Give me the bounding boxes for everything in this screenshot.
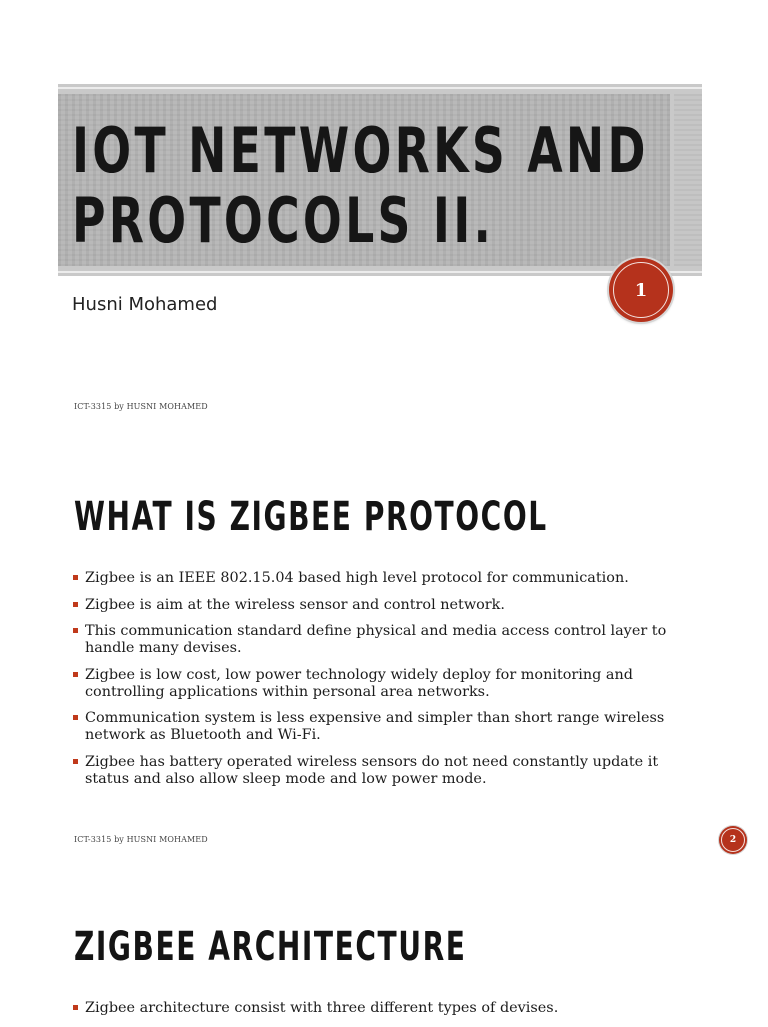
bullet-item — [72, 597, 682, 614]
slide-3-title: ZIGBEE ARCHITECTURE — [74, 924, 467, 970]
banner-top-rule — [58, 87, 702, 89]
slide-3-bullets — [72, 1000, 682, 1027]
bullet-item — [72, 1000, 682, 1017]
slide-number-1: 1 — [634, 279, 648, 301]
bullet-item — [72, 754, 682, 788]
bullet-text: This communication standard define physical and media access control layer to handle many devises. — [85, 623, 667, 656]
title-line-2: PROTOCOLS II. — [72, 184, 495, 257]
bullet-marker — [73, 672, 78, 677]
slide-2-footer: ICT-3315 by HUSNI MOHAMED — [74, 835, 208, 844]
author-name: Husni Mohamed — [72, 294, 218, 315]
slide-number-badge-1 — [609, 258, 673, 322]
bullet-text: Zigbee is an IEEE 802.15.04 based high level protocol for communication. — [85, 570, 629, 586]
bullet-marker — [73, 1005, 78, 1010]
bullet-marker — [73, 602, 78, 607]
title-line-1: IOT NETWORKS AND — [72, 114, 649, 187]
slide-number-2: 2 — [729, 835, 737, 845]
bullet-item — [72, 570, 682, 587]
bullet-item — [72, 710, 682, 744]
banner-bottom-rule — [58, 271, 702, 273]
bullet-text: Zigbee has battery operated wireless sensors do not need constantly update it status and also allow sleep mode and low power mode. — [85, 753, 659, 787]
slide-1-footer: ICT-3315 by HUSNI MOHAMED — [74, 402, 208, 411]
presentation-title — [72, 116, 649, 256]
slide-2-bullets — [72, 570, 682, 797]
bullet-item — [72, 667, 682, 701]
bullet-marker — [73, 575, 78, 580]
title-panel — [58, 94, 670, 266]
bullet-marker — [73, 759, 78, 764]
bullet-text: Zigbee is low cost, low power technology widely deploy for monitoring and controlling applications within personal area networks. — [85, 666, 633, 700]
bullet-item — [72, 623, 682, 657]
bullet-text: Communication system is less expensive and simpler than short range wireless network as Bluetooth and Wi-Fi. — [85, 710, 665, 743]
slide-number-badge-2 — [719, 826, 747, 854]
title-banner — [58, 84, 702, 276]
title-side-block — [674, 94, 702, 266]
slide-2-title: WHAT IS ZIGBEE PROTOCOL — [74, 494, 548, 540]
bullet-marker — [73, 715, 78, 720]
bullet-text: Zigbee architecture consist with three different types of devises. — [85, 1000, 559, 1016]
bullet-marker — [73, 628, 78, 633]
bullet-text: Zigbee is aim at the wireless sensor and control network. — [85, 596, 505, 613]
